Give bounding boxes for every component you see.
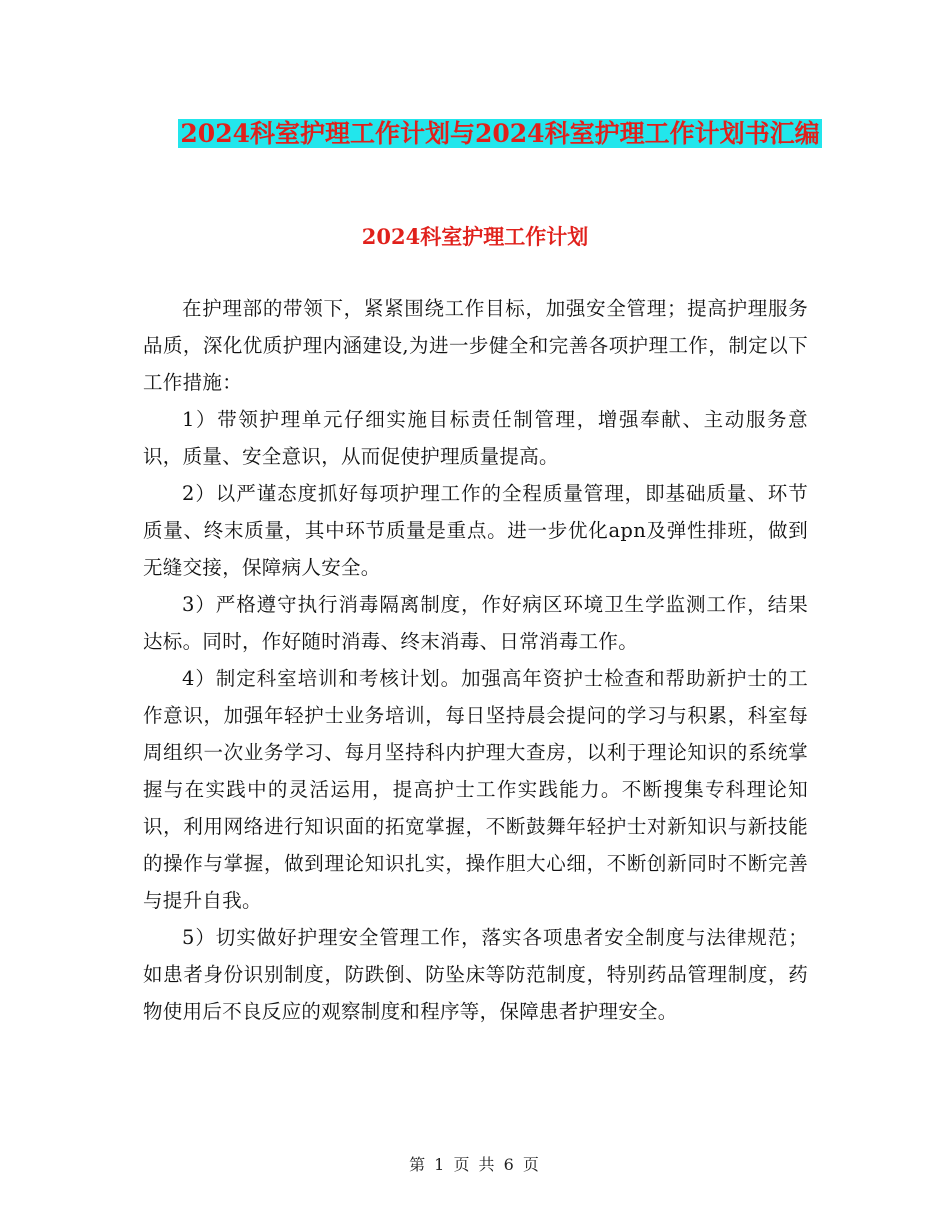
paragraph-item-2: 2）以严谨态度抓好每项护理工作的全程质量管理，即基础质量、环节质量、终末质量，其中环节质量是重点。进一步优化apn及弹性排班，做到无缝交接，保障病人安全。 — [143, 482, 808, 579]
document-body — [143, 290, 808, 1030]
paragraph-item-1: 1）带领护理单元仔细实施目标责任制管理，增强奉献、主动服务意识，质量、安全意识，从而促使护理质量提高。 — [143, 408, 808, 468]
page-footer: 第 1 页 共 6 页 — [409, 1155, 541, 1174]
paragraph-intro: 在护理部的带领下，紧紧围绕工作目标，加强安全管理；提高护理服务品质，深化优质护理内涵建设,为进一步健全和完善各项护理工作，制定以下工作措施： — [143, 297, 808, 394]
document-title-highlight: 2024科室护理工作计划与2024科室护理工作计划书汇编 — [180, 119, 820, 148]
section-title: 2024科室护理工作计划 — [361, 224, 589, 249]
paragraph-item-3: 3）严格遵守执行消毒隔离制度，作好病区环境卫生学监测工作，结果达标。同时，作好随时消毒、终末消毒、日常消毒工作。 — [143, 593, 808, 653]
document-title — [150, 112, 850, 156]
paragraph-item-4: 4）制定科室培训和考核计划。加强高年资护士检查和帮助新护士的工作意识，加强年轻护士业务培训，每日坚持晨会提问的学习与积累，科室每周组织一次业务学习、每月坚持科内护理大查房，以利于理论知识的系统掌握与在实践中的灵活运用，提高护士工作实践能力。不断搜集专科理论知识，利用网络进行知识面的拓宽掌握，不断鼓舞年轻护士对新知识与新技能的操作与掌握，做到理论知识扎实，操作胆大心细，不断创新同时不断完善与提升自我。 — [143, 667, 808, 912]
paragraph-item-5: 5）切实做好护理安全管理工作，落实各项患者安全制度与法律规范；如患者身份识别制度，防跌倒、防坠床等防范制度，特别药品管理制度，药物使用后不良反应的观察制度和程序等，保障患者护理安全。 — [143, 926, 808, 1023]
